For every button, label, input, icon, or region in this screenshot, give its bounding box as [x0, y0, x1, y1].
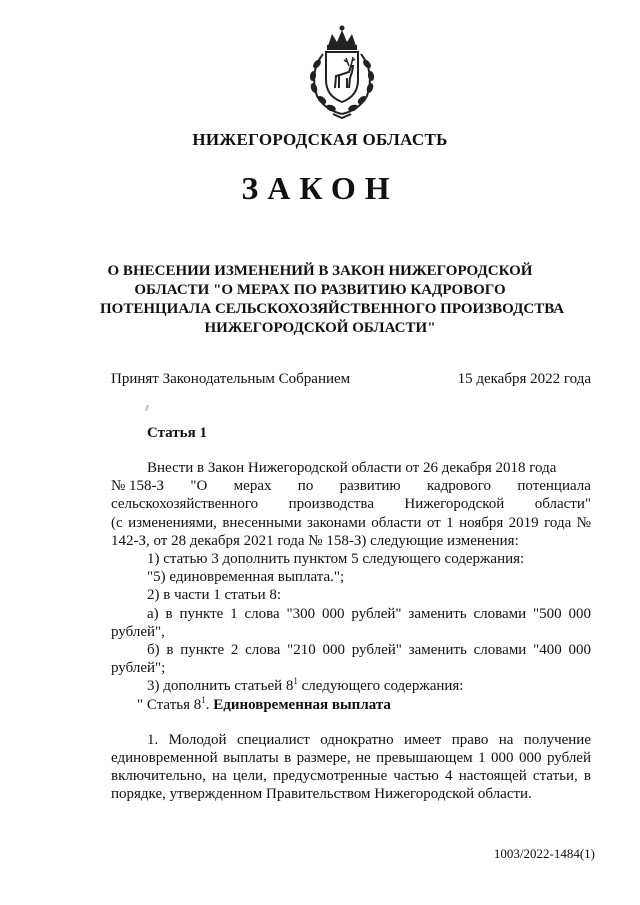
- intro-word: Нижегородской: [404, 496, 505, 513]
- intro-word: по: [297, 478, 314, 495]
- adoption-text: Принят Законодательным Собранием: [111, 371, 351, 387]
- new-article-title: Единовременная выплата: [213, 696, 391, 713]
- new-article-dot: .: [205, 696, 214, 713]
- intro-word: мерах: [233, 478, 272, 495]
- intro-word: области": [534, 496, 591, 513]
- document-type-heading: ЗАКОН: [241, 170, 399, 206]
- amendment-item: 2) в части 1 статьи 8:: [147, 587, 282, 604]
- law-title-line: ОБЛАСТИ "О МЕРАХ ПО РАЗВИТИЮ КАДРОВОГО: [134, 282, 506, 298]
- intro-paragraph: (с изменениями, внесенными законами области от 1 ноября 2019 года № 142-З, от 28 декабря 2021 года № 158-З) следующие изменения:: [111, 514, 591, 549]
- new-article-heading: [137, 696, 591, 714]
- new-article-label: " Статья 8: [137, 696, 202, 713]
- intro-word: сельскохозяйственного: [111, 496, 259, 513]
- coat-of-arms-emblem: [297, 22, 387, 122]
- registration-number: 1003/2022-1484(1): [493, 846, 595, 861]
- intro-word: производства: [288, 496, 374, 513]
- article-heading: Статья 1: [147, 425, 207, 441]
- adoption-date: 15 декабря 2022 года: [457, 371, 591, 387]
- scan-mark: [145, 405, 149, 411]
- article-body: [111, 459, 591, 804]
- intro-word: "О: [190, 478, 208, 495]
- intro-line: [111, 477, 591, 495]
- amendment-quote: "5) единовременная выплата.";: [147, 569, 345, 586]
- amendment-item-text: следующего содержания:: [297, 678, 464, 695]
- intro-word: № 158-З: [111, 478, 165, 495]
- law-title-line: НИЖЕГОРОДСКОЙ ОБЛАСТИ": [204, 320, 436, 336]
- region-heading: НИЖЕГОРОДСКАЯ ОБЛАСТЬ: [192, 130, 448, 149]
- amendment-item: 1) статью 3 дополнить пунктом 5 следующего содержания:: [147, 551, 525, 568]
- law-title: [100, 262, 565, 338]
- paragraph-1: 1. Молодой специалист однократно имеет право на получение единовременной выплаты в размере, не превышающем 1 000 000 рублей включительно, на цели, предусмотренные частью 4 настоящей статьи, в порядке, утвержденном Правительством Нижегородской области.: [111, 731, 591, 803]
- amendment-item: [111, 677, 591, 695]
- law-title-line: О ВНЕСЕНИИ ИЗМЕНЕНИЙ В ЗАКОН НИЖЕГОРОДСКОЙ: [107, 263, 533, 279]
- intro-line: Внести в Закон Нижегородской области от 26 декабря 2018 года: [147, 460, 557, 476]
- intro-word: потенциала: [517, 478, 591, 495]
- law-title-line: ПОТЕНЦИАЛА СЕЛЬСКОХОЗЯЙСТВЕННОГО ПРОИЗВОДСТВА: [100, 301, 565, 317]
- intro-word: развитию: [339, 478, 401, 495]
- superscript: 1: [293, 676, 298, 687]
- intro-word: кадрового: [426, 478, 492, 495]
- amendment-item-text: 3) дополнить статьей 8: [147, 678, 294, 695]
- amendment-subitem: а) в пункте 1 слова "300 000 рублей" заменить словами "500 000 рублей",: [111, 605, 591, 640]
- amendment-subitem: б) в пункте 2 слова "210 000 рублей" заменить словами "400 000 рублей";: [111, 642, 591, 677]
- intro-line: [111, 495, 591, 513]
- superscript: 1: [201, 694, 206, 705]
